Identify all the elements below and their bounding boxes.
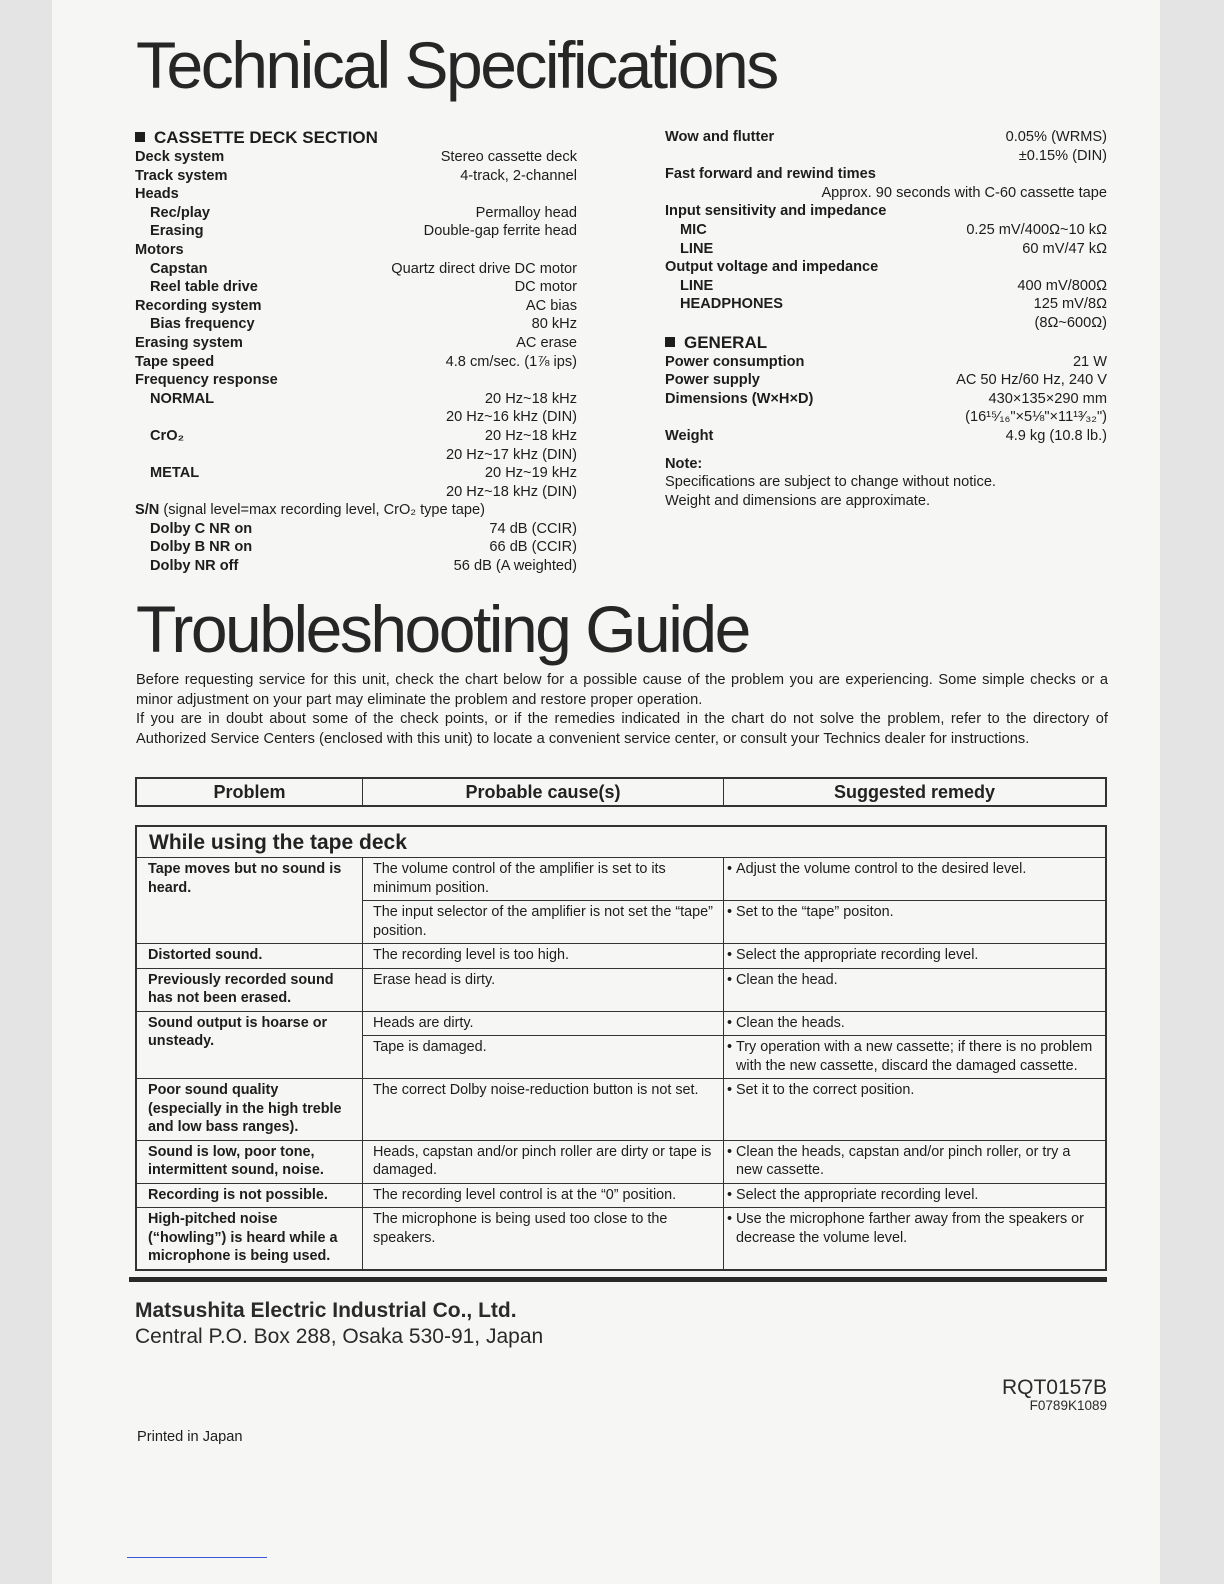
spec-group-label: Frequency response	[135, 372, 278, 389]
bullet-icon: •	[727, 861, 733, 877]
spec-row: Power supply AC 50 Hz/60 Hz, 240 V	[665, 372, 1107, 389]
table-row	[137, 1183, 1105, 1208]
bullet-icon: •	[727, 1211, 733, 1227]
intro-text	[136, 671, 1108, 749]
underline-mark	[127, 1557, 267, 1558]
spec-row: CrO₂ 20 Hz~18 kHz	[150, 427, 577, 444]
troubleshooting-title: Troubleshooting Guide	[136, 592, 749, 666]
spec-row: MIC 0.25 mV/400Ω~10 kΩ	[680, 221, 1107, 238]
spec-row: Deck system Stereo cassette deck	[135, 149, 577, 165]
spec-value: (16¹⁵⁄₁₆"×5⅛"×11¹³⁄₃₂")	[965, 409, 1107, 426]
problem-cell: High-pitched noise (“howling”) is heard while a microphone is being used.	[137, 1208, 363, 1269]
remedy-cell	[724, 1012, 1105, 1036]
remedy-cell	[724, 944, 1105, 968]
cause-cell: The recording level is too high.	[363, 944, 724, 968]
table-row	[137, 1140, 1105, 1183]
spec-row: Dimensions (W×H×D) 430×135×290 mm	[665, 390, 1107, 407]
bullet-icon: •	[727, 1143, 733, 1160]
table-caption: While using the tape deck	[149, 831, 407, 854]
spec-row: Capstan Quartz direct drive DC motor	[150, 260, 577, 277]
bullet-icon: •	[727, 1014, 733, 1031]
spec-row: HEADPHONES 125 mV/8Ω	[680, 296, 1107, 313]
spec-row: METAL 20 Hz~19 kHz	[150, 465, 577, 482]
header-problem: Problem	[137, 779, 363, 805]
spec-row: Dolby B NR on 66 dB (CCIR)	[150, 539, 577, 556]
remedy-text: Set to the “tape” positon.	[736, 904, 894, 920]
bullet-icon: •	[727, 904, 733, 920]
header-remedy: Suggested remedy	[833, 781, 996, 802]
note-label: Note:	[665, 455, 703, 472]
spec-row: LINE 400 mV/800Ω	[680, 277, 1107, 294]
spec-group-label: Output voltage and impedance	[665, 259, 879, 276]
general-spec-column	[665, 128, 1107, 510]
troubleshooting-table	[135, 825, 1107, 1271]
note-text: Specifications are subject to change without notice.	[665, 474, 996, 491]
spec-group-label: Fast forward and rewind times	[665, 166, 876, 183]
remedy-cell	[724, 1208, 1105, 1269]
remedy-cell	[724, 858, 1105, 900]
table-row	[137, 943, 1105, 968]
printed-note: Printed in Japan	[137, 1429, 243, 1445]
remedy-cell	[724, 901, 1105, 943]
remedy-text: Select the appropriate recording level.	[736, 1186, 979, 1203]
problem-cell: Sound is low, poor tone, intermittent sound, noise.	[137, 1141, 363, 1183]
problem-cell: Sound output is hoarse or unsteady.	[137, 1012, 363, 1079]
table-row	[137, 1207, 1105, 1269]
intro-paragraph: Before requesting service for this unit, check the chart below for a possible cause of the problem you are experiencing. Some simple checks or a minor adjustment on your part may eliminate the problem and restore proper operation.	[136, 672, 1108, 708]
spec-group-label: Input sensitivity and impedance	[665, 203, 887, 220]
spec-row: Recording system AC bias	[135, 297, 577, 314]
remedy-cell	[724, 1141, 1105, 1183]
bullet-icon: •	[727, 1039, 733, 1055]
specifications-title: Technical Specifications	[136, 28, 777, 102]
problem-cell: Previously recorded sound has not been erased.	[137, 969, 363, 1011]
table-row	[137, 1078, 1105, 1140]
remedy-cell	[724, 1184, 1105, 1208]
problem-cell: Distorted sound.	[137, 944, 363, 968]
print-code: F0789K1089	[1029, 1398, 1107, 1413]
table-row	[137, 857, 1105, 943]
spec-row: Reel table drive DC motor	[150, 279, 577, 296]
divider	[129, 1277, 1107, 1282]
cause-cell: The correct Dolby noise-reduction button is not set.	[363, 1079, 724, 1140]
remedy-text: Clean the head.	[736, 971, 838, 988]
spec-row: LINE 60 mV/47 kΩ	[680, 240, 1107, 257]
cause-cell: Heads, capstan and/or pinch roller are dirty or tape is damaged.	[363, 1141, 724, 1183]
bullet-icon: •	[727, 1186, 733, 1203]
remedy-text: Try operation with a new cassette; if there is no problem with the new cassette, discard the damaged cassette.	[736, 1039, 1093, 1074]
cause-cell: The microphone is being used too close to the speakers.	[363, 1208, 724, 1269]
general-section-heading: GENERAL	[665, 333, 1107, 353]
bullet-icon: •	[727, 971, 733, 988]
spec-group-label: Heads	[135, 186, 179, 203]
spec-row: Bias frequency 80 kHz	[150, 316, 577, 333]
sn-label: S/N (signal level=max recording level, CrO₂ type tape)	[135, 502, 485, 519]
remedy-cell	[724, 1036, 1105, 1078]
problem-cell: Recording is not possible.	[137, 1184, 363, 1208]
spec-row: Track system 4-track, 2-channel	[135, 167, 577, 184]
spec-row: Dolby C NR on 74 dB (CCIR)	[150, 520, 577, 537]
remedy-text: Use the microphone farther away from the speakers or decrease the volume level.	[736, 1211, 1084, 1246]
cause-cell: Erase head is dirty.	[363, 969, 724, 1011]
company-address: Central P.O. Box 288, Osaka 530-91, Japan	[135, 1325, 544, 1348]
table-header	[135, 777, 1107, 807]
bullet-icon: •	[727, 947, 733, 963]
spec-value: ±0.15% (DIN)	[1018, 147, 1107, 164]
remedy-text: Clean the heads, capstan and/or pinch roller, or try a new cassette.	[736, 1143, 1071, 1178]
cassette-spec-column	[135, 128, 577, 576]
spec-row: Dolby NR off 56 dB (A weighted)	[150, 558, 577, 575]
company-name: Matsushita Electric Industrial Co., Ltd.	[135, 1299, 517, 1322]
spec-value: (8Ω~600Ω)	[1034, 314, 1107, 331]
spec-row: Erasing system AC erase	[135, 334, 577, 351]
spec-row: Erasing Double-gap ferrite head	[150, 223, 577, 240]
spec-row: Rec/play Permalloy head	[150, 204, 577, 221]
spec-row: Weight 4.9 kg (10.8 lb.)	[665, 427, 1107, 444]
remedy-cell	[724, 1079, 1105, 1140]
spec-row: Wow and flutter 0.05% (WRMS)	[665, 129, 1107, 145]
spec-value: 20 Hz~18 kHz (DIN)	[446, 483, 577, 500]
problem-cell: Poor sound quality (especially in the high treble and low bass ranges).	[137, 1079, 363, 1140]
remedy-text: Set it to the correct position.	[736, 1082, 915, 1098]
spec-row: NORMAL 20 Hz~18 kHz	[150, 390, 577, 407]
cause-cell: Heads are dirty.	[363, 1012, 724, 1036]
remedy-text: Adjust the volume control to the desired level.	[736, 861, 1027, 877]
spec-group-label: Motors	[135, 241, 184, 258]
cause-cell: Tape is damaged.	[363, 1036, 724, 1078]
cassette-section-heading: CASSETTE DECK SECTION	[135, 128, 577, 148]
table-row	[137, 968, 1105, 1011]
cause-cell: The volume control of the amplifier is set to its minimum position.	[363, 858, 724, 900]
remedy-cell	[724, 969, 1105, 1011]
note-text: Weight and dimensions are approximate.	[665, 492, 930, 509]
spec-value: 20 Hz~17 kHz (DIN)	[446, 446, 577, 463]
square-bullet-icon	[665, 337, 675, 347]
problem-cell: Tape moves but no sound is heard.	[137, 858, 363, 943]
remedy-text: Clean the heads.	[736, 1014, 845, 1031]
model-code: RQT0157B	[1001, 1376, 1107, 1399]
square-bullet-icon	[135, 132, 145, 142]
spec-row: Power consumption 21 W	[665, 353, 1107, 370]
intro-paragraph: If you are in doubt about some of the check points, or if the remedies indicated in the chart do not solve the problem, refer to the directory of Authorized Service Centers (enclosed with this unit) to locate a convenient service center, or consult your Technics dealer for instructions.	[136, 711, 1108, 747]
cause-cell: The recording level control is at the “0” position.	[363, 1184, 724, 1208]
bullet-icon: •	[727, 1082, 733, 1098]
table-row	[137, 1011, 1105, 1079]
header-cause: Probable cause(s)	[363, 779, 724, 805]
spec-row: Tape speed 4.8 cm/sec. (1⅞ ips)	[135, 353, 577, 370]
cause-cell: The input selector of the amplifier is not set the “tape” position.	[363, 901, 724, 943]
spec-value: 20 Hz~16 kHz (DIN)	[446, 409, 577, 426]
remedy-text: Select the appropriate recording level.	[736, 947, 979, 963]
spec-value: Approx. 90 seconds with C-60 cassette tape	[821, 184, 1107, 201]
